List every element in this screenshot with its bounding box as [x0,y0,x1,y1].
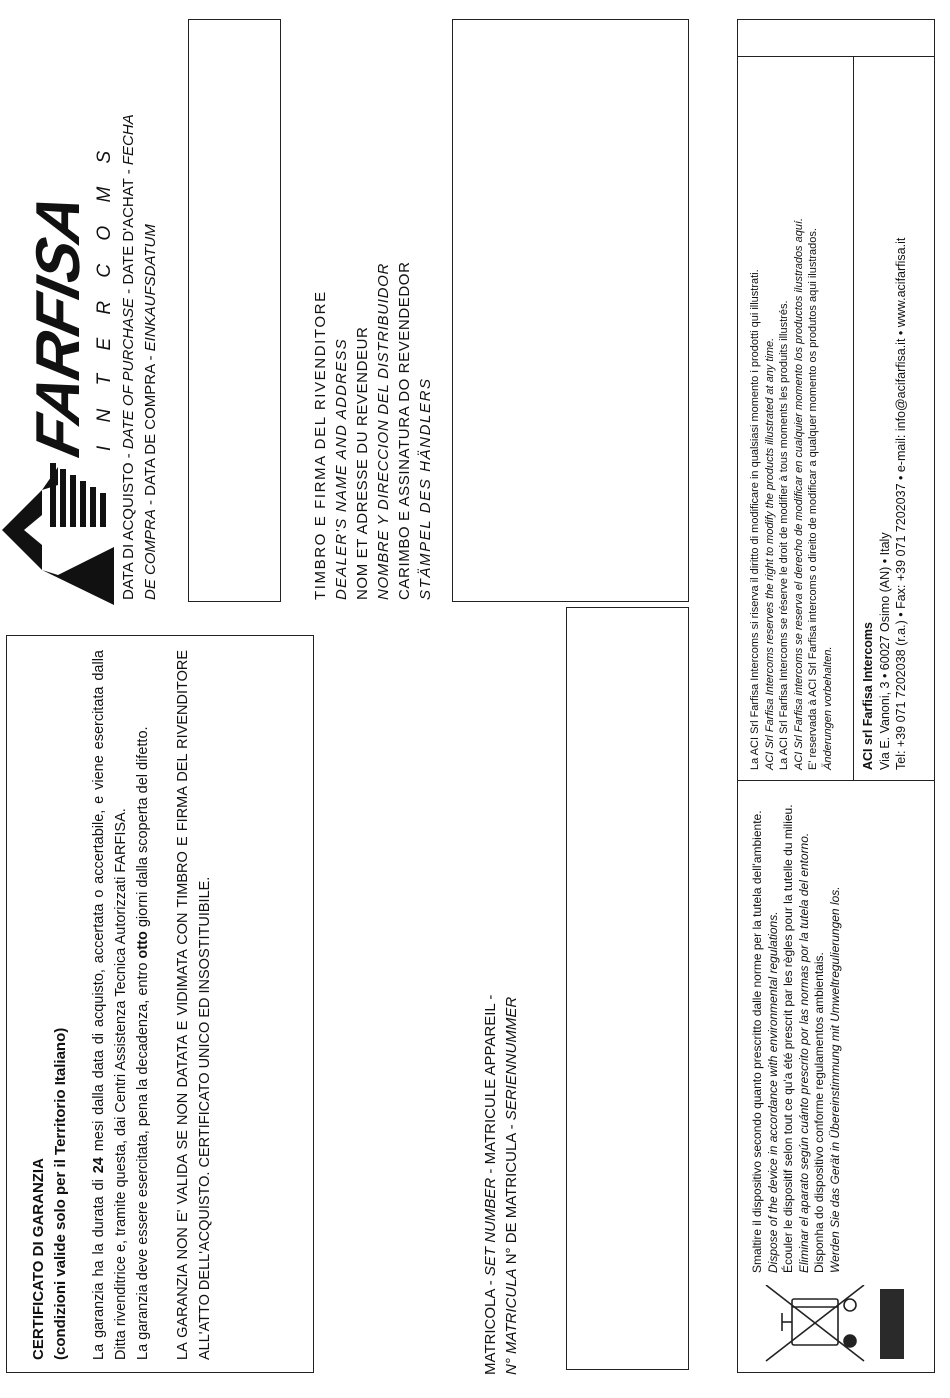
farfisa-diamond-logo-icon [2,455,114,605]
warranty-title: CERTIFICATO DI GARANZIA [30,1158,47,1360]
warranty-paragraph-2: La garanzia deve essere esercitata, pena la decadenza, entro otto giorni dalla scoperta del difetto. [135,726,151,1360]
dealer-stamp-field[interactable] [452,19,689,602]
serial-label: MATRICOLA - SET NUMBER - MATRICULE APPAREIL - N° MATRICULA N° DE MATRICULA - SERIENNUMMER [482,994,520,1375]
warranty-text [28,650,216,1360]
company-name: ACI srl Farfisa Intercoms [861,622,875,770]
dealer-line-de: STÄMPEL DES HÄNDLERS [417,377,434,600]
company-address: Via E. Vanoni, 3 • 60027 Osimo (AN) • Italy [877,532,892,770]
dealer-line-es: NOMBRE Y DIRECCION DEL DISTRIBUIDOR [375,262,392,600]
purchase-date-label: DATA DI ACQUISTO - DATE OF PURCHASE - DATE D'ACHAT - FECHA DE COMPRA - DATA DE COMPRA - EINKAUFSDATUM [120,114,159,600]
farfisa-wordmark [24,115,116,463]
disposal-en: Dispose of the device in accordance with environmental regulations. [765,911,780,1273]
dealer-line-fr: NOM ET ADRESSE DU REVENDEUR [354,326,371,600]
disposal-it: Smaltire il dispositivo secondo quanto prescritto dalle norme per la tutela dell'ambiente. [750,810,764,1273]
weee-crossed-bin-icon [752,1285,907,1363]
dealer-line-en: DEALER'S NAME AND ADDRESS [333,338,350,600]
company-info [860,60,910,770]
rights-fr: La ACI Srl Farfisa Intercoms se réserve le droit de modifier à tous moments les produits illustrés. [778,300,790,770]
farfisa-brand: FARFISA [24,189,93,463]
serial-number-field[interactable] [566,607,689,1370]
dealer-label [310,220,436,600]
dealer-line-it: TIMBRO E FIRMA DEL RIVENDITORE [312,290,329,600]
rights-text [748,60,835,770]
disposal-de: Werden Sie das Gerät in Übereinstimmung mit Umweltregulierungen los. [827,886,842,1273]
rights-pt: E' reservada à ACI Srl Farfisa intercoms o direito de modificar a qualquer momento os produtos aqui ilustrados. [807,228,819,770]
rights-it: La ACI Srl Farfisa Intercoms si riserva il diritto di modificare in qualsiasi momento i prodotti qui illustrati. [749,269,761,770]
company-contacts: Tel: +39 071 7202038 (r.a.) • Fax: +39 071 7202037 • e-mail: info@acifarfisa.it • www.acifarfisa.it [894,237,908,770]
purchase-date-field[interactable] [188,19,281,602]
disposal-fr: Écouler le dispositif selon tout ce qu'a été prescrit par les règles pour la tutelle du milieu. [781,804,795,1273]
footer-top-divider [737,56,935,57]
disposal-es: Eliminar el aparato según cuánto prescrito por las normas por la tutela del entorno. [796,832,811,1273]
warranty-subtitle: (condizioni valide solo per il Territorio Italiano) [52,1027,69,1360]
disposal-text [750,783,843,1273]
rights-en: ACI Srl Farfisa Intercoms reserves the right to modify the products illustrated at any time. [763,337,776,770]
warranty-paragraph-1: La garanzia ha la durata di 24 mesi dalla data di acquisto, accertata o accertabile, e viene esercitata dalla Ditta rivenditrice e, tramite questa, dai Centri Assistenza Tecnica Autorizzati FARFISA. [91,650,129,1360]
footer-divider-horizontal [737,780,935,781]
warranty-paragraph-3: LA GARANZIA NON E' VALIDA SE NON DATATA E VIDIMATA CON TIMBRO E FIRMA DEL RIVENDITORE ALL'ATTO DELL'ACQUISTO. CERTIFICATO UNICO ED INSOSTITUIBILE. [175,650,213,1360]
rights-es: ACI Srl Farfisa intercoms se reserva el derecho de modificar en cualquier momento los productos ilustrados aquí. [792,217,805,770]
farfisa-tagline: I N T E R C O M S [94,141,115,451]
disposal-pt: Disponha do dispositivo conforme regulamentos ambientais. [812,952,826,1273]
rights-de: Änderungen vorbehalten. [821,646,834,770]
dealer-line-pt: CARIMBO E ASSINATURA DO REVENDEDOR [396,261,413,600]
footer-divider-vertical [853,56,854,780]
